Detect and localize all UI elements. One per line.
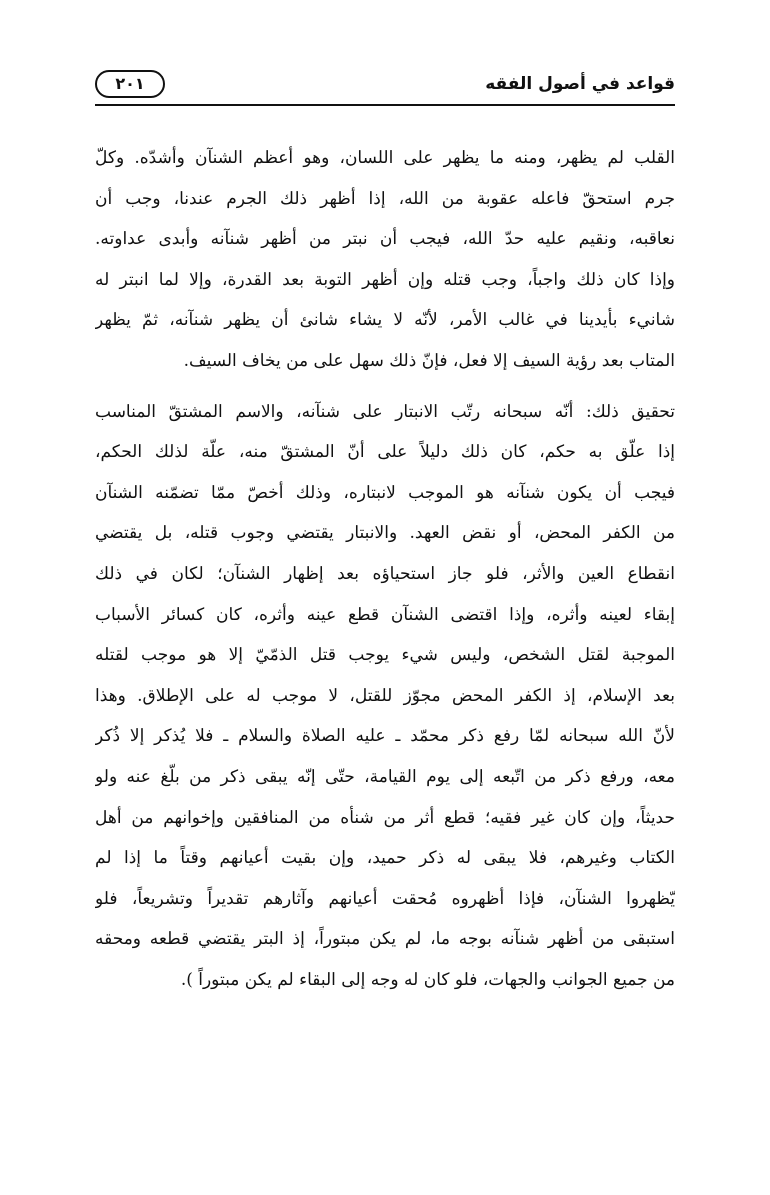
page-number-badge [95,70,165,98]
paragraph [95,392,675,1001]
running-title: قواعد في أصول الفقه [485,74,675,94]
text-line: انقطاع العين والأثر، فلو جاز استحياؤه بعد إظهار الشنآن؛ لكان في ذلك [95,563,675,584]
text-line: فيجب أن يكون شنآنه هو الموجب لانبتاره، وذلك أخصّ ممّا تضمّنه الشنآن [95,482,675,503]
text-line: الكتاب وغيرهم، فلا يبقى له ذكر حميد، وإن بقيت أعيانهم وقتاً ما إذا لم [95,848,675,869]
text-line: لأنّ الله سبحانه لمّا رفع ذكر محمّد ـ عليه الصلاة والسلام ـ فلا يُذكر إلا ذُكر [95,726,675,747]
text-line: استبقى من أظهر شنآنه بوجه ما، لم يكن مبتوراً، إذ البتر يقتضي قطعه ومحقه [95,929,675,950]
text-line: نعاقبه، ونقيم عليه حدّ الله، فيجب أن نبتر من أظهر شنآنه وأبدى عداوته. [95,229,675,250]
text-line: تحقيق ذلك: أنّه سبحانه رتّب الانبتار على شنآنه، والاسم المشتقّ المناسب [95,401,675,422]
text-line: المتاب بعد رؤية السيف إلا فعل، فإنّ ذلك سهل على من يخاف السيف. [183,350,675,371]
text-line: الموجبة لقتل الشخص، وليس شيء يوجب قتل الذمّيّ إلا هو موجب لقتله [95,645,675,666]
text-line: معه، ورفع ذكر من اتّبعه إلى يوم القيامة، حتّى إنّه يبقى ذكر من بلّغ عنه ولو [95,766,675,787]
text-line: من جميع الجوانب والجهات، فلو كان له وجه إلى البقاء لم يكن مبتوراً ). [180,969,675,990]
text-line: بعد الإسلام، إذ الكفر المحض مجوّز للقتل، لا موجب له على الإطلاق. وهذا [95,685,675,706]
text-line: جرم استحقّ فاعله عقوبة من الله، إذا أظهر ذلك الجرم عندنا، وجب أن [95,188,675,209]
header-divider [95,104,675,106]
text-line: القلب لم يظهر، ومنه ما يظهر على اللسان، وهو أعظم الشنآن وأشدّه. وكلّ [95,148,675,168]
page-header [95,66,675,106]
body-text [95,138,675,1000]
text-line: وإذا كان ذلك واجباً، وجب قتله وإن أظهر التوبة بعد القدرة، وإلا لما انبتر له [95,269,675,290]
paragraph-gap [95,382,675,392]
text-line: إذا علّق به حكم، كان ذلك دليلاً على أنّ المشتقّ منه، علّة لذلك الحكم، [95,442,675,463]
text-line: إبقاء لعينه وأثره، وإذا اقتضى الشنآن قطع عينه وأثره، كان كسائر الأسباب [95,604,675,625]
text-line: حديثاً، وإن كان غير فقيه؛ قطع أثر من شنأه من المنافقين وإخوانهم من أهل [95,807,675,828]
text-line: يّظهروا الشنآن، فإذا أظهروه مُحقت أعيانهم وآثارهم تقديراً وتشريعاً، فلو [95,888,675,909]
page-number: ٢٠١ [115,74,145,93]
paragraph [95,138,675,382]
text-line: شانيء بأيدينا في غالب الأمر، لأنّه لا يشاء شانئ أن يظهر شنآنه، ثمّ يظهر [95,310,675,331]
text-line: من الكفر المحض، أو نقض العهد. والانبتار يقتضي وجوب قتله، بل يقتضي [95,523,675,544]
